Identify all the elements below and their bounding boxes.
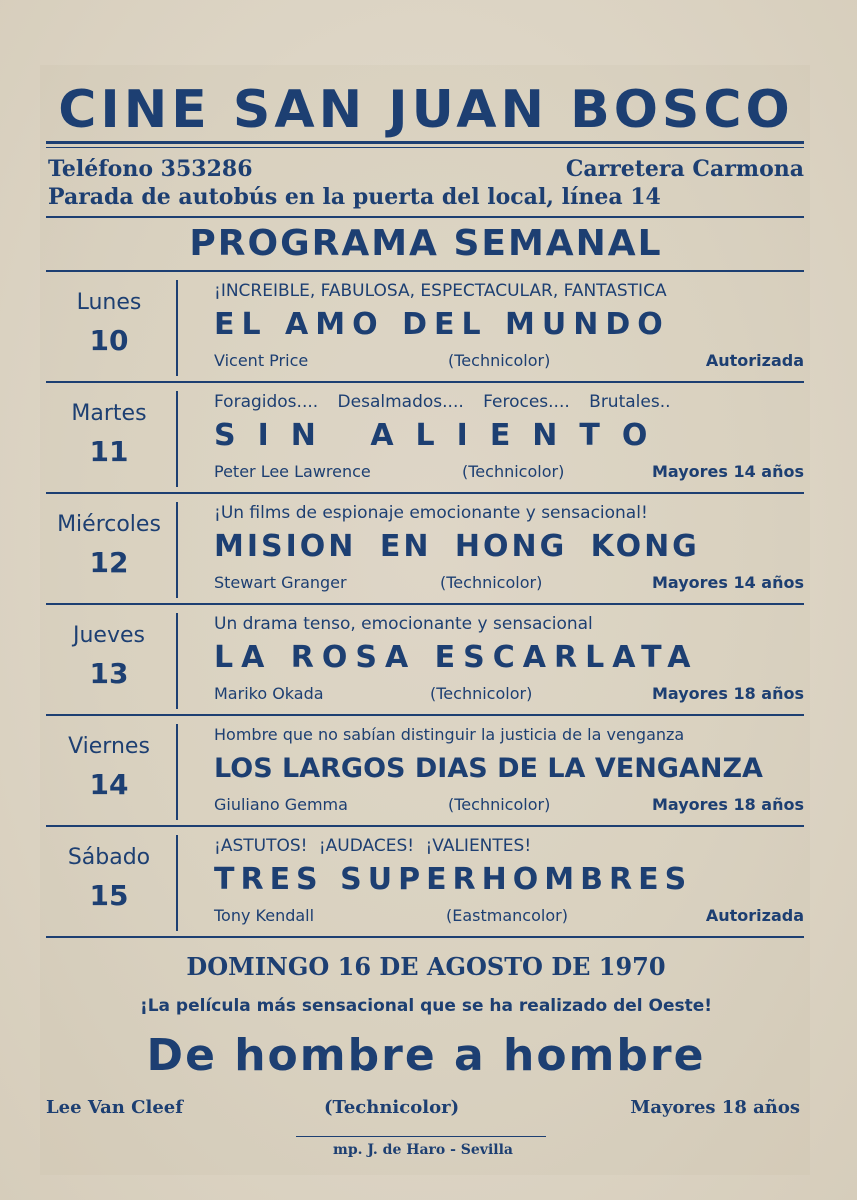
imprint-rule — [296, 1136, 546, 1137]
day-row — [48, 605, 804, 715]
film-process: (Technicolor) — [462, 462, 565, 481]
film-rating: Mayores 18 años — [651, 684, 804, 703]
day-number: 12 — [89, 546, 129, 579]
day-name: Jueves — [73, 623, 145, 648]
film-title: LA ROSA ESCARLATA — [214, 640, 699, 675]
sunday-date: DOMINGO 16 DE AGOSTO DE 1970 — [186, 952, 666, 981]
film-tagline: Foragidos.... Desalmados.... Feroces.... Brutales.. — [214, 392, 671, 412]
film-cast: Tony Kendall — [214, 906, 315, 925]
day-number: 10 — [89, 324, 129, 357]
day-name: Martes — [71, 401, 147, 426]
day-row — [48, 494, 804, 604]
film-rating: Mayores 18 años — [651, 795, 804, 814]
film-cast: Mariko Okada — [214, 684, 324, 703]
film-rating: Autorizada — [705, 906, 804, 925]
day-divider — [176, 502, 178, 598]
day-divider — [176, 391, 178, 487]
film-title: LOS LARGOS DIAS DE LA VENGANZA — [214, 753, 763, 784]
film-tagline: ¡ASTUTOS! ¡AUDACES! ¡VALIENTES! — [214, 836, 532, 856]
title-rule-top — [46, 141, 804, 144]
film-tagline: Hombre que no sabían distinguir la justicia de la venganza — [214, 725, 685, 744]
feature-rating: Mayores 18 años — [630, 1097, 800, 1118]
film-rating: Mayores 14 años — [651, 462, 804, 481]
phone-text: Teléfono 353286 — [48, 156, 253, 182]
sunday-tagline: ¡La película más sensacional que se ha realizado del Oeste! — [139, 996, 713, 1016]
day-number: 13 — [89, 657, 129, 690]
film-process: (Technicolor) — [440, 573, 543, 592]
day-row — [48, 272, 804, 382]
day-divider — [176, 280, 178, 376]
program-title: PROGRAMA SEMANAL — [189, 223, 663, 264]
feature-film-title: De hombre a hombre — [146, 1030, 706, 1081]
day-number: 15 — [89, 879, 129, 912]
day-number: 11 — [89, 435, 129, 468]
day-name: Sábado — [67, 845, 151, 870]
film-title: EL AMO DEL MUNDO — [214, 307, 670, 342]
day-name: Viernes — [68, 734, 150, 759]
info-row-phone — [48, 156, 804, 182]
film-tagline: ¡Un films de espionaje emocionante y sensacional! — [214, 503, 648, 523]
day-divider — [176, 724, 178, 820]
printer-imprint: mp. J. de Haro - Sevilla — [333, 1142, 513, 1158]
film-title: MISION EN HONG KONG — [214, 529, 700, 564]
day-row — [48, 716, 804, 826]
feature-process: (Technicolor) — [324, 1097, 460, 1118]
title-rule-bottom — [46, 147, 804, 148]
feature-cast: Lee Van Cleef — [46, 1097, 183, 1118]
day-divider — [176, 613, 178, 709]
film-process: (Technicolor) — [448, 795, 551, 814]
day-divider — [176, 835, 178, 931]
day-number: 14 — [89, 768, 129, 801]
cinema-title: CINE SAN JUAN BOSCO — [58, 80, 794, 140]
film-cast: Peter Lee Lawrence — [214, 462, 371, 481]
film-title: TRES SUPERHOMBRES — [214, 862, 693, 897]
film-process: (Technicolor) — [448, 351, 551, 370]
film-cast: Giuliano Gemma — [214, 795, 348, 814]
film-cast: Vicent Price — [214, 351, 309, 370]
film-rating: Autorizada — [705, 351, 804, 370]
film-rating: Mayores 14 años — [651, 573, 804, 592]
film-cast: Stewart Granger — [214, 573, 347, 592]
info-row-bus — [48, 184, 804, 210]
film-tagline: Un drama tenso, emocionante y sensacional — [214, 614, 593, 634]
film-title: SIN ALIENTO — [214, 418, 670, 453]
feature-info-row — [46, 1096, 800, 1120]
address-text: Carretera Carmona — [565, 156, 804, 182]
day-row — [48, 827, 804, 937]
day-name: Miércoles — [57, 512, 161, 537]
day-row — [48, 383, 804, 493]
bus-text: Parada de autobús en la puerta del local, línea 14 — [48, 184, 661, 210]
film-process: (Technicolor) — [430, 684, 533, 703]
row-rule — [46, 936, 804, 938]
info-rule — [46, 216, 804, 218]
film-process: (Eastmancolor) — [446, 906, 568, 925]
film-tagline: ¡INCREIBLE, FABULOSA, ESPECTACULAR, FANTASTICA — [214, 281, 667, 301]
day-name: Lunes — [76, 290, 142, 315]
